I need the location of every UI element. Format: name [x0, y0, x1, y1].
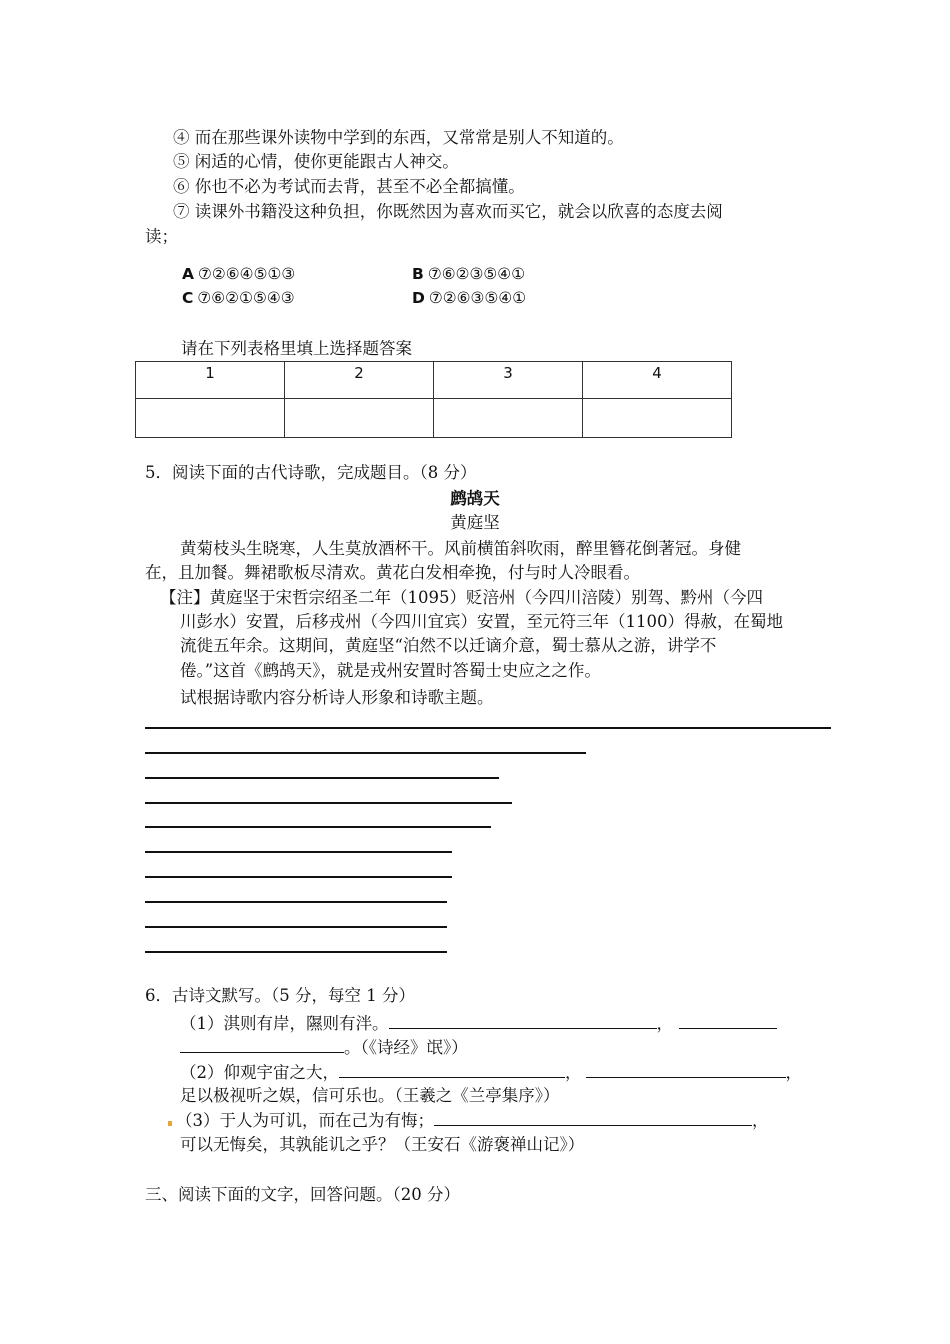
- answer-line[interactable]: [145, 926, 447, 928]
- q6-item-2-cont: 足以极视听之娱，信可乐也。（王羲之《兰亭集序》）: [180, 1086, 560, 1105]
- answer-line[interactable]: [145, 951, 447, 953]
- fill-blank[interactable]: [180, 1036, 344, 1053]
- option-text: ⑦⑥②③⑤④①: [427, 265, 526, 283]
- poem-author: 黄庭坚: [450, 513, 500, 532]
- note-line-2: 川彭水）安置，后移戎州（今四川宜宾）安置，至元符三年（1100）得赦，在蜀地: [180, 612, 783, 631]
- answer-table: [135, 361, 732, 438]
- answer-header-1: 1: [136, 362, 285, 399]
- q5-prompt: 试根据诗歌内容分析诗人形象和诗歌主题。: [180, 688, 494, 707]
- q6-item-1-cont: [180, 1036, 468, 1059]
- answer-header-4: 4: [583, 362, 732, 399]
- edit-marker: [168, 1121, 172, 1126]
- reorder-item-7: ⑦ 读课外书籍没这种负担，你既然因为喜欢而买它，就会以欣喜的态度去阅: [173, 202, 723, 221]
- reorder-item-5: ⑤ 闲适的心情，使你更能跟古人神交。: [173, 152, 459, 171]
- q6-item-1-text: （1）淇则有岸，隰则有泮。: [180, 1014, 389, 1033]
- option-letter: C: [182, 289, 194, 307]
- answer-line[interactable]: [145, 727, 831, 729]
- option-letter: B: [412, 265, 424, 283]
- section-3-heading: 三、阅读下面的文字，回答问题。（20 分）: [145, 1185, 460, 1204]
- answer-cell-1[interactable]: [136, 399, 285, 438]
- answer-line[interactable]: [145, 777, 499, 779]
- option-text: ⑦⑥②①⑤④③: [197, 289, 295, 307]
- option-text: ⑦②⑥③⑤④①: [428, 289, 527, 307]
- answer-line[interactable]: [145, 901, 447, 903]
- q6-heading: 6．古诗文默写。（5 分，每空 1 分）: [145, 986, 415, 1005]
- poem-title: 鹧鸪天: [450, 489, 500, 508]
- option-c: [182, 287, 295, 309]
- option-a: [182, 263, 295, 285]
- reorder-item-4: ④ 而在那些课外读物中学到的东西，又常常是别人不知道的。: [173, 128, 624, 147]
- fill-blank[interactable]: [434, 1109, 752, 1126]
- q6-item-1-source: 。（《诗经》氓》）: [344, 1038, 468, 1057]
- q6-item-3-cont: 可以无悔矣，其孰能讥之乎？（王安石《游褒禅山记》）: [180, 1135, 585, 1154]
- note-line-1: 【注】黄庭坚于宋哲宗绍圣二年（1095）贬涪州（今四川涪陵）别驾、黔州（今四: [160, 588, 763, 607]
- answer-header-3: 3: [434, 362, 583, 399]
- answer-line[interactable]: [145, 826, 491, 828]
- option-d: [412, 287, 526, 309]
- option-letter: D: [412, 289, 425, 307]
- answer-cell-3[interactable]: [434, 399, 583, 438]
- fill-blank[interactable]: [389, 1012, 657, 1029]
- fill-blank[interactable]: [586, 1061, 786, 1078]
- note-line-3: 流徙五年余。这期间，黄庭坚“泊然不以迁谪介意，蜀士慕从之游，讲学不: [180, 636, 717, 655]
- answer-cell-4[interactable]: [583, 399, 732, 438]
- fill-blank[interactable]: [679, 1012, 777, 1029]
- poem-line-2: 在，且加餐。舞裙歌板尽清欢。黄花白发相牵挽，付与时人冷眼看。: [145, 563, 640, 582]
- option-text: ⑦②⑥④⑤①③: [198, 265, 296, 283]
- q6-item-2-text: （2）仰观宇宙之大，: [180, 1063, 339, 1082]
- option-letter: A: [182, 265, 194, 283]
- q6-item-2-comma2: ，: [785, 1063, 802, 1082]
- q5-heading: 5．阅读下面的古代诗歌，完成题目。（8 分）: [145, 463, 477, 482]
- q6-item-3-text: （3）于人为可讥，而在己为有悔；: [176, 1111, 434, 1130]
- reorder-item-6: ⑥ 你也不必为考试而去背，甚至不必全都搞懂。: [173, 177, 525, 196]
- q6-item-2-comma: ，: [565, 1063, 582, 1082]
- q6-item-3: [176, 1109, 769, 1132]
- reorder-item-7-cont: 读；: [145, 227, 178, 246]
- q6-item-1-comma: ，: [656, 1014, 673, 1033]
- answer-line[interactable]: [145, 752, 586, 754]
- option-b: [412, 263, 525, 285]
- note-line-4: 倦。”这首《鹧鸪天》，就是戎州安置时答蜀士史应之之作。: [180, 661, 601, 680]
- poem-line-1: 黄菊枝头生晓寒，人生莫放酒杯干。风前横笛斜吹雨，醉里簪花倒著冠。身健: [180, 539, 741, 558]
- answer-line[interactable]: [145, 802, 512, 804]
- answer-cell-2[interactable]: [285, 399, 434, 438]
- fill-blank[interactable]: [339, 1061, 565, 1078]
- answer-line[interactable]: [145, 851, 452, 853]
- q6-item-1: [180, 1012, 777, 1035]
- answer-line[interactable]: [145, 876, 452, 878]
- answer-table-instruction: 请在下列表格里填上选择题答案: [181, 339, 412, 358]
- q6-item-3-comma: ，: [752, 1111, 769, 1130]
- q6-item-2: [180, 1061, 802, 1084]
- answer-header-2: 2: [285, 362, 434, 399]
